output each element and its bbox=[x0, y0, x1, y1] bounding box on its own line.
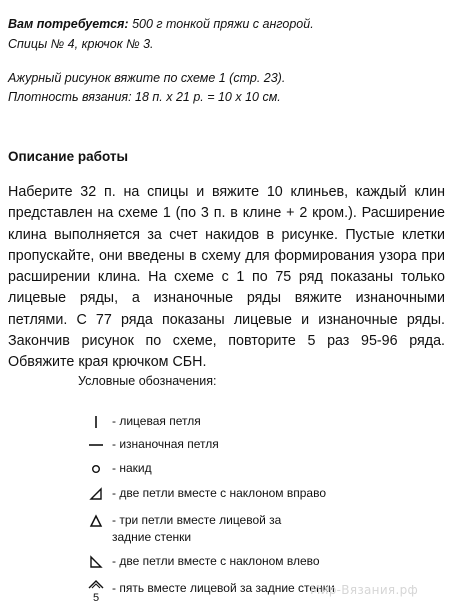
pattern-stitch: Ажурный рисунок вяжите по схеме 1 (стр. 23). bbox=[8, 71, 286, 85]
description-text: Наберите 32 п. на спицы и вяжите 10 клиньев, каждый клин представлен на схеме 1 (по 3 п. в клине + 2 кром.). Расширение клина выполняется за счет накидов в рисунке. Пустые клетки пропускайте, они введены в схему для формирования узора при расширении клина. На схеме с 1 по 75 ряд показаны только лицевые ряды, а изнаночные ряды вяжите изнаночными петлями. С 77 ряда показаны лицевые и изнаночные ряды. Закончив рисунок по схеме, повторите 5 раз 95-96 ряда. Обвяжите края крючком СБН. bbox=[8, 184, 445, 371]
k3tog-tbl-icon bbox=[80, 512, 112, 529]
materials-block bbox=[8, 14, 448, 54]
knit-stitch-icon bbox=[80, 413, 112, 430]
legend-item-text: - накид bbox=[112, 461, 152, 475]
legend-item-text: - пять вместе лицевой за задние стенки bbox=[112, 581, 335, 595]
purl-stitch-icon bbox=[80, 436, 112, 453]
materials-line bbox=[8, 14, 448, 34]
k5tog-tbl-icon bbox=[80, 580, 112, 602]
k2tog-left-icon bbox=[80, 553, 112, 570]
legend-item-text: - три петли вместе лицевой за задние стенки bbox=[112, 513, 282, 544]
yarn-over-icon bbox=[80, 460, 112, 477]
materials-tools: Спицы № 4, крючок № 3. bbox=[8, 37, 154, 51]
gauge: Плотность вязания: 18 п. х 21 р. = 10 х 10 см. bbox=[8, 90, 281, 104]
legend-item-text: - лицевая петля bbox=[112, 414, 201, 428]
legend-item bbox=[80, 553, 450, 570]
legend-item bbox=[80, 485, 450, 502]
legend-item bbox=[80, 512, 450, 546]
materials-yarn: 500 г тонкой пряжи с ангорой. bbox=[128, 17, 314, 31]
k2tog-right-icon bbox=[80, 485, 112, 502]
legend-item bbox=[80, 436, 450, 453]
legend-item-text: - изнаночная петля bbox=[112, 437, 219, 451]
k5tog-number: 5 bbox=[92, 592, 100, 603]
materials-label: Вам потребуется: bbox=[8, 17, 129, 31]
pattern-block bbox=[8, 69, 448, 107]
legend-title: Условные обозначения: bbox=[78, 374, 217, 388]
legend-item-text: - две петли вместе с наклоном влево bbox=[112, 554, 320, 568]
watermark: Мир-Вязания.рф bbox=[310, 583, 419, 597]
legend-item bbox=[80, 413, 450, 430]
section-title: Описание работы bbox=[8, 149, 128, 164]
legend-item bbox=[80, 460, 450, 477]
legend-item-text: - две петли вместе с наклоном вправо bbox=[112, 486, 327, 500]
